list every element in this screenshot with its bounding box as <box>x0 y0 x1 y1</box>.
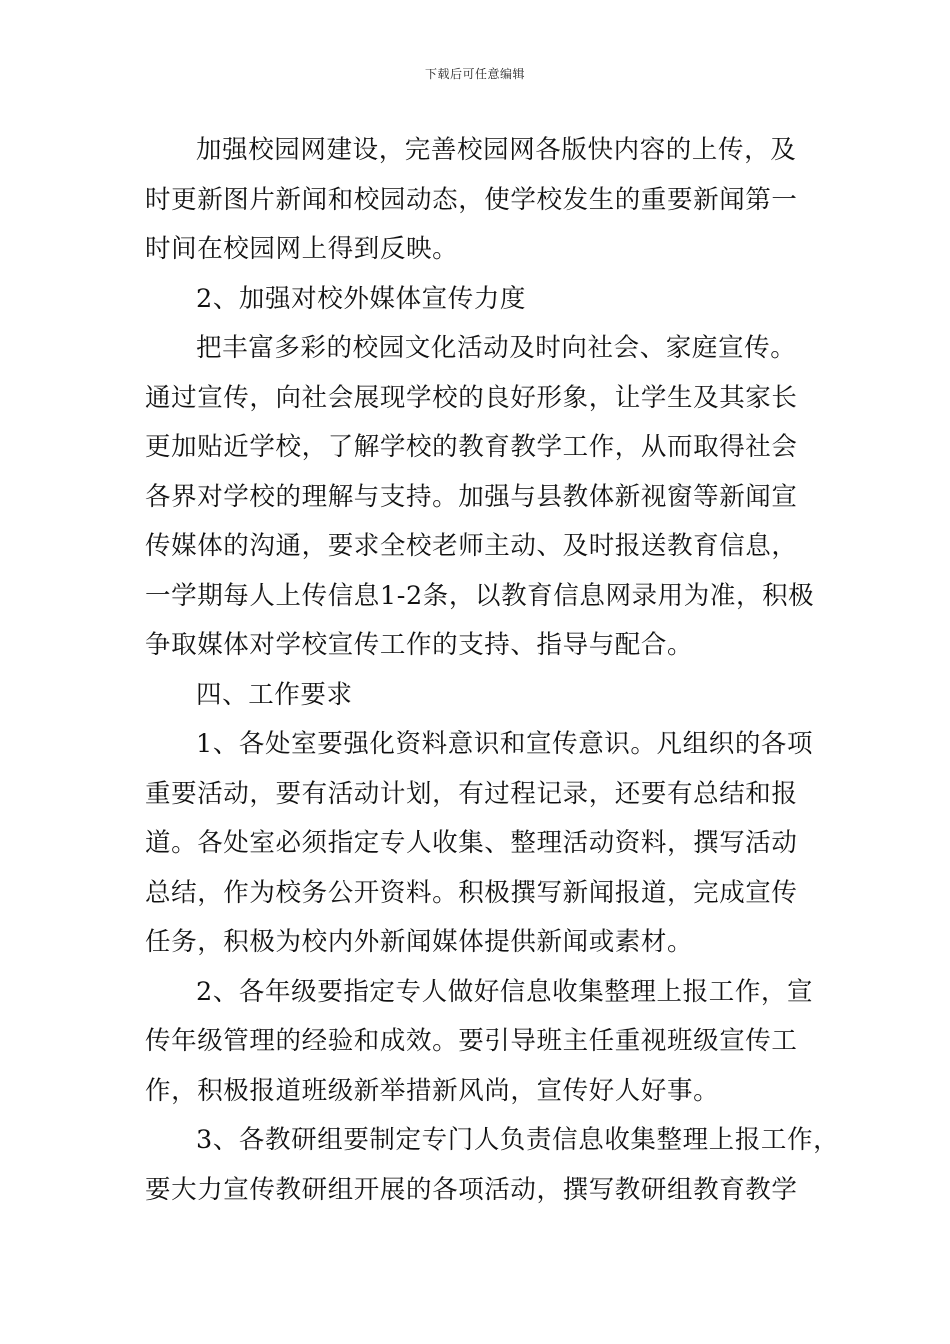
paragraph-line: 时间在校园网上得到反映。 <box>145 234 459 264</box>
section-heading: 2、加强对校外媒体宣传力度 <box>196 283 527 314</box>
paragraph-line: 1、各处室要强化资料意识和宣传意识。凡组织的各项 <box>196 729 814 759</box>
paragraph-line: 要大力宣传教研组开展的各项活动，撰写教研组教育教学 <box>145 1174 798 1205</box>
paragraph-line: 争取媒体对学校宣传工作的支持、指导与配合。 <box>145 630 694 660</box>
paragraph-line: 各界对学校的理解与支持。加强与县教体新视窗等新闻宣 <box>145 481 798 512</box>
paragraph-line: 道。各处室必须指定专人收集、整理活动资料，撰写活动 <box>145 828 798 858</box>
paragraph-line: 2、各年级要指定专人做好信息收集整理上报工作，宣 <box>196 976 814 1007</box>
section-heading: 四、工作要求 <box>196 679 353 710</box>
paragraph-line: 作，积极报道班级新举措新风尚，宣传好人好事。 <box>145 1075 720 1106</box>
page-header-note: 下载后可任意编辑 <box>424 67 525 81</box>
paragraph-line: 传媒体的沟通，要求全校老师主动、及时报送教育信息， <box>145 531 798 561</box>
paragraph-line: 加强校园网建设，完善校园网各版快内容的上传，及 <box>196 135 797 165</box>
paragraph-line: 3、各教研组要制定专门人负责信息收集整理上报工作， <box>196 1125 840 1155</box>
paragraph-line: 时更新图片新闻和校园动态，使学校发生的重要新闻第一 <box>145 184 798 215</box>
paragraph-line: 总结，作为校务公开资料。积极撰写新闻报道，完成宣传 <box>145 877 798 908</box>
paragraph-line: 重要活动，要有活动计划，有过程记录，还要有总结和报 <box>145 778 798 809</box>
paragraph-line: 更加贴近学校，了解学校的教育教学工作，从而取得社会 <box>145 432 798 462</box>
paragraph-line: 一学期每人上传信息1-2条，以教育信息网录用为准，积极 <box>145 580 815 611</box>
paragraph-line: 通过宣传，向社会展现学校的良好形象，让学生及其家长 <box>145 382 798 413</box>
paragraph-line: 把丰富多彩的校园文化活动及时向社会、家庭宣传。 <box>196 333 797 363</box>
paragraph-line: 传年级管理的经验和成效。要引导班主任重视班级宣传工 <box>145 1026 798 1056</box>
document-body <box>145 126 840 1215</box>
paragraph-line: 任务，积极为校内外新闻媒体提供新闻或素材。 <box>145 927 694 957</box>
